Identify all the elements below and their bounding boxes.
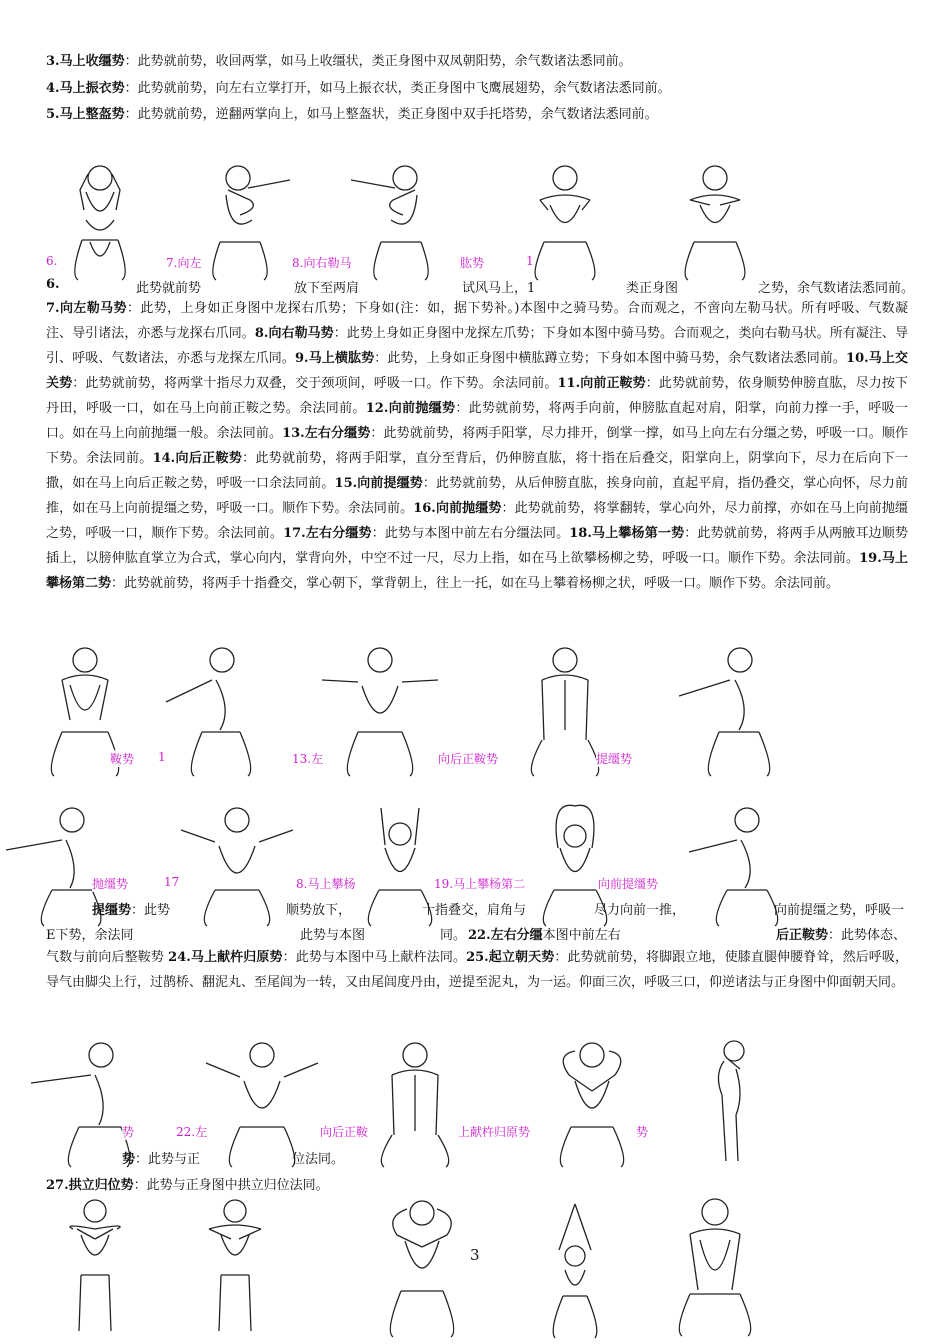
caption-25: 势 [636, 1125, 649, 1139]
intro-line-4: 4.马上振衣势：此势就前势，向左右立掌打开，如马上振衣状，类正身图中飞鹰展翅势，余气数诸法悉同前。 [46, 81, 671, 96]
partial-line-21e: 后正鞍势：此势体态、 [776, 928, 907, 943]
caption-24: 上献杵归原势 [458, 1125, 531, 1139]
partial-line-21d: 22.左右分缰本图中前左右 [468, 928, 621, 943]
partial-line-6e: 类正身图 [626, 281, 679, 296]
caption-13: 13.左 [292, 752, 324, 766]
figure-arm-forward-3 [685, 800, 785, 930]
partial-line-6d: 试风马上，1 [462, 281, 536, 296]
page-number: 3 [470, 1246, 480, 1264]
line-27: 27.拱立归位势：此势与正身图中拱立归位法同。 [46, 1178, 329, 1193]
partial-line-6c: 放下至两肩 [294, 281, 360, 296]
figure-standing-face-up [700, 1035, 760, 1170]
partial-line-21b: 此势与本图 [300, 928, 366, 943]
caption-19: 19.马上攀杨第二 [434, 877, 526, 891]
partial-line-21a: E下势，余法同 [46, 928, 134, 943]
caption-17: 17 [164, 875, 180, 889]
caption-20: 向前提缰势 [598, 877, 659, 891]
partial-line-26a: 势：此势与正 [122, 1152, 201, 1167]
figure-hands-together [545, 1035, 640, 1170]
figure-back-view-2 [370, 1035, 460, 1170]
figure-arms-spread-2 [175, 800, 300, 930]
partial-line-6b: 此势就前势 [136, 281, 202, 296]
caption-18: 8.马上攀杨 [296, 877, 356, 891]
caption-11: 鞍势 [110, 752, 135, 766]
partial-line-6: 6. [46, 277, 60, 292]
caption-7: 7.向左 [166, 256, 202, 270]
caption-21: 势 [122, 1125, 135, 1139]
caption-8: 8.向右勒马 [292, 256, 352, 270]
caption-12: 1 [158, 750, 166, 764]
caption-10: 1 [526, 254, 534, 268]
caption-15: 提缰势 [596, 752, 633, 766]
partial-line-20d: 尽力向前一推， [594, 903, 686, 918]
figure-squat-hands-down [670, 1190, 760, 1340]
figure-crossed-hands [670, 160, 760, 285]
partial-line-21c: 同。 [440, 928, 467, 943]
figure-squat-salute [375, 1195, 470, 1340]
partial-line-20c: 十指叠交，肩角与 [422, 903, 527, 918]
partial-line-20e: 向前提缰之势，呼吸一 [774, 903, 905, 918]
figure-rein-left [200, 160, 295, 285]
intro-line-5: 5.马上整盔势：此势就前势，逆翻两掌向上，如马上整盔状，类正身图中双手托塔势，余气数诸法悉同前。 [46, 107, 658, 122]
caption-16: 抛缰势 [92, 877, 129, 891]
caption-22: 22.左 [176, 1125, 208, 1139]
partial-line-6f: 之势，余气数诸法悉同前。 [758, 281, 915, 296]
figure-hands-pointed-up [545, 1200, 605, 1340]
partial-line-26b: 位法同。 [292, 1152, 345, 1167]
caption-23: 向后正鞍 [320, 1125, 369, 1139]
intro-line-3: 3.马上收缰势：此势就前势，收回两掌，如马上收缰状，类正身图中双凤朝阳势，余气数诸法悉同前。 [46, 54, 632, 69]
paragraph-7-19: 7.向左勒马势：此势，上身如正身图中龙探右爪势；下身如(注：如，据下势补。)本图中之骑马势。合而观之，不啻向左勒马状。所有呼吸、气数凝注、导引诸法，亦悉与龙探右爪同。8.向右勒马势：此势上身如正身图中龙探左爪势；下身如本图中骑马势。合而观之，类向右勒马状。所有凝注、导引、呼吸、气数诸法，亦悉与龙探左爪同。9.马上横肱势：此势，上身如正身图中横肱蹲立势；下身如本图中骑马势，余气数诸法悉同前。10.马上交关势：此势就前势，将两掌十指尽力双叠，交于颈项间，呼吸一口。作下势。余法同前。11.向前正鞍势：此势就前势，依身顺势伸膀直肱，尽力按下丹田，呼吸一口，如在马上向前正鞍之势。余法同前。12.向前抛缰势：此势就前势，将两手向前，伸膀肱直起对肩，阳掌，向前力撑一手，呼吸一口。如在马上向前抛缰一般。余法同前。13.左右分缰势：此势就前势，将两手阳掌，尽力排开，倒掌一撑，如马上向左右分缰之势，呼吸一口。顺作下势。余法同前。14.向后正鞍势：此势就前势，将两手阳掌，直分至背后，仍伸膀直肱，将十指在后叠交，阳掌向上，阴掌向下，尽力在后向下一撒，如在马上向后正鞍之势，呼吸一口余法同前。15.向前提缰势：此势就前势，从后伸膀直肱，挨身向前，直起平肩，指仍叠交，掌心向怀，尽力前推，如在马上向前提缰之势，呼吸一口。顺作下势。余法同前。16.向前抛缰势：此势就前势，将掌翻转，掌心向外，尽力前撑，亦如在马上向前抛缰之势，呼吸一口，顺作下势。余法同前。17.左右分缰势：此势与本图中前左右分缰法同。18.马上攀杨第一势：此势就前势，将两手从两腋耳边顺势插上，以膀伸肱直掌立为合式，掌心向内，掌背向外，中空不过一尺，尽力上指，如在马上欲攀杨柳之势，呼吸一口。顺作下势。余法同前。19.马上攀杨第二势：此势就前势，将两手十指叠交，掌心朝下，掌背朝上，往上一托，如在马上攀着杨柳之状，呼吸一口。顺作下势。余法同前。 [46, 301, 908, 591]
caption-6: 6. [46, 254, 58, 268]
caption-14: 向后正鞍势 [438, 752, 499, 766]
paragraph-23-25: 气数与前向后整鞍势 24.马上献杵归原势：此势与本图中马上献杵法同。25.起立朝天势：此势就前势，将脚跟立地，使膝直腿伸腰脊耸，然后呼吸，导气由脚尖上行，过鹊桥、翻泥丸、至尾闾为一转，又由尾闾度丹由，逆提至泥丸，为一运。仰面三次，呼吸三口，仰逆诸法与正身图中仰面朝天同。 [46, 950, 908, 990]
figure-arms-spread [318, 640, 443, 780]
figure-rein-right [345, 160, 440, 285]
figure-arms-forward-4 [25, 1035, 135, 1170]
partial-line-20b: 顺势放下， [286, 903, 352, 918]
figure-salute-2 [195, 1195, 275, 1335]
partial-line-20a: 提缰势：此势 [92, 903, 171, 918]
figure-salute-1 [55, 1195, 135, 1335]
figure-arm-forward [160, 640, 260, 780]
figure-arm-forward-2 [675, 640, 775, 780]
figure-hands-at-ears [60, 160, 140, 285]
caption-9: 肱势 [460, 256, 485, 270]
